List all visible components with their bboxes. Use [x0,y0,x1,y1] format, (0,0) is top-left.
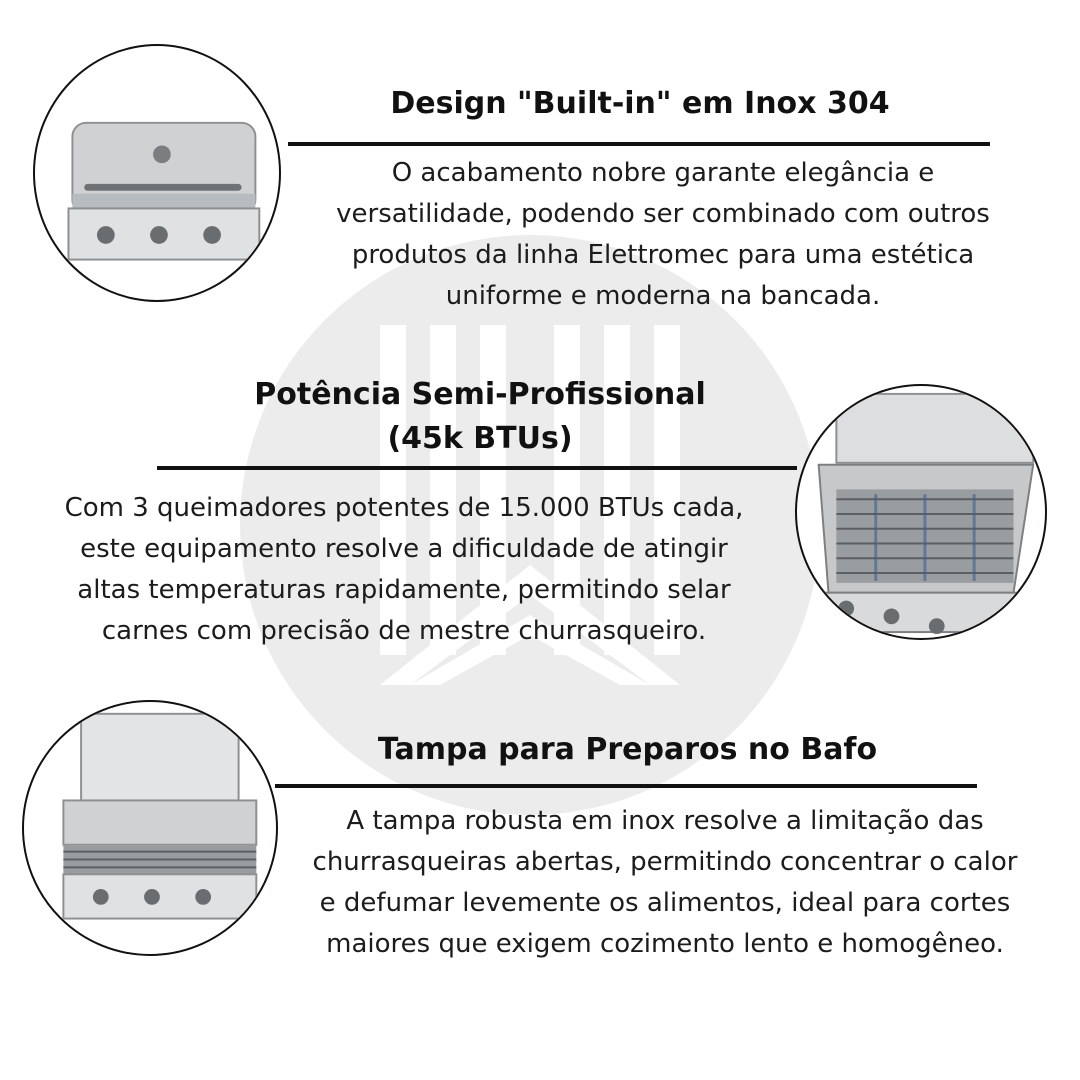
feature-1-line: O acabamento nobre garante elegância e [391,158,935,188]
feature-3-divider [275,784,977,788]
feature-2-divider [157,466,797,470]
feature-1-line: produtos da linha Elettromec para uma estética [351,240,975,270]
feature-3-line: A tampa robusta em inox resolve a limitação das [346,806,984,836]
closed-grill-icon [35,46,279,300]
feature-2-description [14,488,794,652]
open-grill-grates-image [795,384,1047,640]
feature-1-divider [288,142,990,146]
feature-1-description [296,153,1030,317]
feature-3-description [270,801,1060,965]
feature-2-title [220,373,740,460]
feature-3-line: e defumar levemente os alimentos, ideal para cortes [319,888,1011,918]
feature-2-line: este equipamento resolve a dificuldade de atingir [80,534,728,564]
feature-1-title: Design "Built-in" em Inox 304 [390,86,890,121]
feature-3-line: churrasqueiras abertas, permitindo concentrar o calor [312,847,1018,877]
feature-3-line: maiores que exigem cozimento lento e homogêneo. [326,929,1004,959]
open-grill-grates-icon [797,386,1045,638]
feature-2-title-line: (45k BTUs) [387,420,573,456]
closed-grill-image [33,44,281,302]
feature-2-line: Com 3 queimadores potentes de 15.000 BTUs cada, [64,493,744,523]
feature-2-line: carnes com precisão de mestre churrasqueiro. [101,616,707,646]
feature-1-line: uniforme e moderna na bancada. [445,281,881,311]
open-lid-grill-icon [24,702,276,954]
feature-1-line: versatilidade, podendo ser combinado com outros [336,199,990,229]
feature-2-title-line: Potência Semi-Profissional [254,377,706,412]
open-lid-grill-image [22,700,278,956]
feature-3-title: Tampa para Preparos no Bafo [377,732,878,767]
feature-2-line: altas temperaturas rapidamente, permitindo selar [77,575,731,605]
